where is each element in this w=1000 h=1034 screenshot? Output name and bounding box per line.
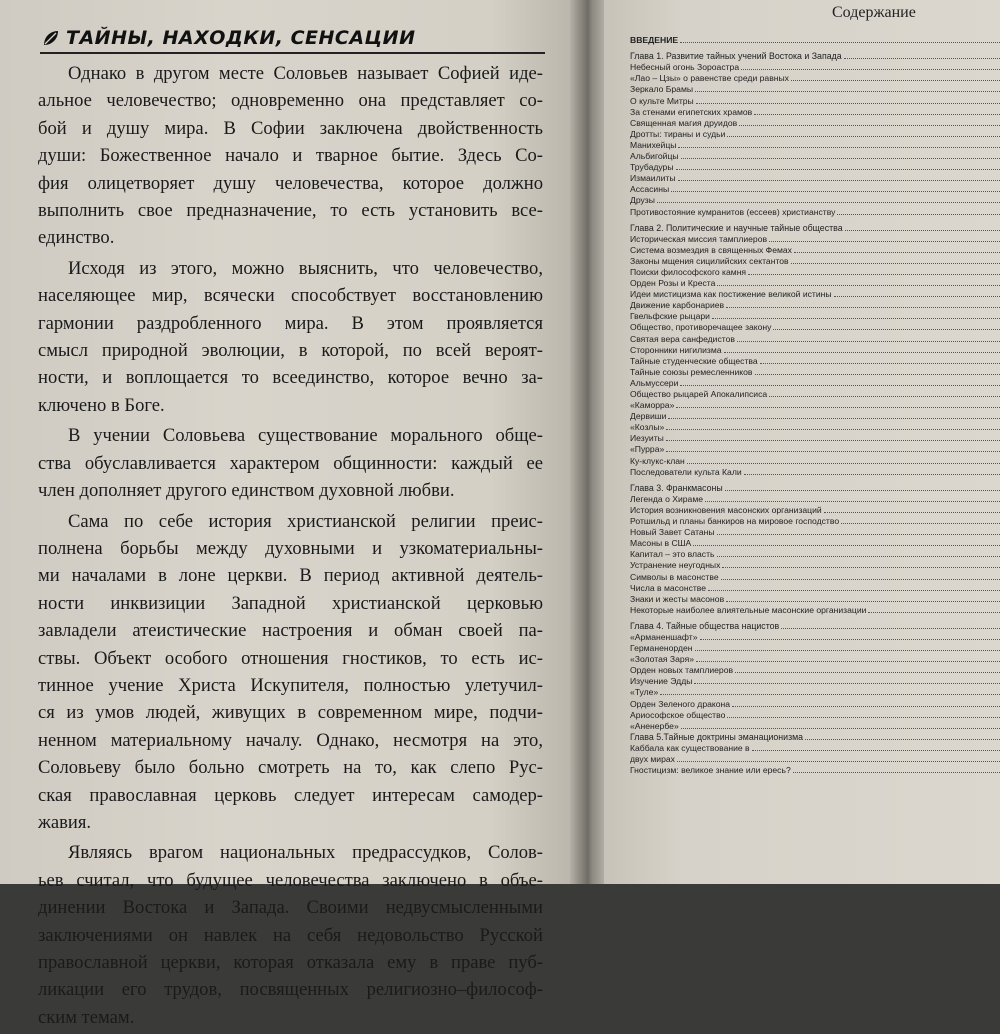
toc-label: О культе Митры bbox=[630, 96, 696, 106]
toc-leader-dots bbox=[722, 567, 1000, 568]
toc-label: Святая вера санфедистов bbox=[630, 334, 737, 344]
toc-leader-dots bbox=[791, 80, 1000, 81]
toc-label: Гностицизм: великое знание или ересь? bbox=[630, 765, 793, 775]
toc-leader-dots bbox=[695, 650, 1000, 651]
toc-label: Трубадуры bbox=[630, 162, 676, 172]
toc-item bbox=[630, 421, 1000, 432]
text-line: ся из умов людей, живущих в современном мире, подчи- bbox=[38, 699, 543, 726]
toc-leader-dots bbox=[696, 661, 1000, 662]
text-line: Однако в другом месте Соловьев называет Софией иде- bbox=[38, 60, 543, 87]
text-line: фия олицетворяет душу человечества, которое должно bbox=[38, 170, 543, 197]
toc-label: Каббала как существование в bbox=[630, 743, 752, 753]
toc-chapter bbox=[630, 620, 1000, 631]
toc-item bbox=[630, 106, 1000, 117]
text-line: альное человечество; одновременно она представляет со- bbox=[38, 87, 543, 114]
toc-leader-dots bbox=[700, 639, 1000, 640]
toc-leader-dots bbox=[660, 694, 1000, 695]
toc-label: Изучение Эдды bbox=[630, 676, 694, 686]
toc-item bbox=[630, 244, 1000, 255]
toc-label: Измаилиты bbox=[630, 173, 678, 183]
toc-item bbox=[630, 366, 1000, 377]
toc-leader-dots bbox=[657, 202, 1000, 203]
text-line: ликации его трудов, посвященных религиозно–философ- bbox=[38, 976, 543, 1003]
text-line: гармонии раздробленного мира. В этом проявляется bbox=[38, 310, 543, 337]
toc-label: Некоторые наиболее влиятельные масонские организации bbox=[630, 605, 868, 615]
toc-leader-dots bbox=[666, 451, 1000, 452]
toc-item bbox=[630, 299, 1000, 310]
toc-item bbox=[630, 205, 1000, 216]
toc-leader-dots bbox=[727, 136, 1000, 137]
toc-item bbox=[630, 94, 1000, 105]
text-line: ключено в Боге. bbox=[38, 392, 543, 419]
text-line: ства обуславливается характером общинности: каждый ее bbox=[38, 450, 543, 477]
toc-item bbox=[630, 288, 1000, 299]
toc-label: Общество, противоречащее закону bbox=[630, 322, 773, 332]
toc-label: Числа в масонстве bbox=[630, 583, 708, 593]
toc-item bbox=[630, 537, 1000, 548]
text-line: динении Востока и Запада. Своими недвусмысленными bbox=[38, 894, 543, 921]
toc-label: Знаки и жесты масонов bbox=[630, 594, 726, 604]
toc-leader-dots bbox=[687, 463, 1000, 464]
toc-label: Тайные студенческие общества bbox=[630, 356, 760, 366]
toc-label: Сторонники нигилизма bbox=[630, 345, 724, 355]
toc-item bbox=[630, 753, 1000, 764]
toc-label: Устранение неугодных bbox=[630, 560, 722, 570]
toc-item bbox=[630, 709, 1000, 720]
toc-label: Ротшильд и планы банкиров на мировое господство bbox=[630, 516, 841, 526]
toc-item bbox=[630, 742, 1000, 753]
toc-item bbox=[630, 377, 1000, 388]
toc-leader-dots bbox=[721, 579, 1000, 580]
text-line: ми началами в лоне церкви. В период активной деятель- bbox=[38, 562, 543, 589]
text-line: души: Божественное начало и тварное бытие. Здесь Со- bbox=[38, 142, 543, 169]
toc-item bbox=[630, 332, 1000, 343]
toc-label: Гвельфские рыцари bbox=[630, 311, 712, 321]
table-of-contents bbox=[630, 34, 1000, 775]
toc-label: «Каморра» bbox=[630, 400, 676, 410]
text-line: член дополняет другого единством духовной любви. bbox=[38, 477, 543, 504]
toc-label: Противостояние кумранитов (ессеев) христианству bbox=[630, 207, 837, 217]
text-line: выполнить свое предназначение, то есть установить все- bbox=[38, 197, 543, 224]
toc-leader-dots bbox=[837, 214, 1000, 215]
toc-item bbox=[630, 686, 1000, 697]
text-line: Исходя из этого, можно выяснить, что человечество, bbox=[38, 255, 543, 282]
toc-label: Глава 1. Развитие тайных учений Востока и Запада bbox=[630, 51, 844, 61]
toc-item bbox=[630, 764, 1000, 775]
toc-leader-dots bbox=[717, 556, 1000, 557]
toc-label: «Золотая Заря» bbox=[630, 654, 696, 664]
toc-item bbox=[630, 559, 1000, 570]
toc-label: Ариософское общество bbox=[630, 710, 727, 720]
toc-item bbox=[630, 355, 1000, 366]
toc-chapter bbox=[630, 222, 1000, 233]
text-line: ьев считал, что будущее человечества заключено в объе- bbox=[38, 867, 543, 894]
toc-label: «Пурра» bbox=[630, 444, 666, 454]
toc-leader-dots bbox=[681, 728, 1000, 729]
text-line: Являясь врагом национальных предрассудков, Солов- bbox=[38, 839, 543, 866]
toc-label: Ассасины bbox=[630, 184, 671, 194]
toc-item bbox=[630, 631, 1000, 642]
toc-section bbox=[630, 34, 1000, 45]
toc-item bbox=[630, 344, 1000, 355]
toc-item bbox=[630, 388, 1000, 399]
toc-leader-dots bbox=[666, 440, 1000, 441]
toc-chapter bbox=[630, 482, 1000, 493]
toc-leader-dots bbox=[773, 329, 1000, 330]
toc-label: Масоны в США bbox=[630, 538, 693, 548]
toc-leader-dots bbox=[681, 158, 1000, 159]
toc-leader-dots bbox=[712, 318, 1000, 319]
toc-leader-dots bbox=[726, 307, 1000, 308]
toc-item bbox=[630, 194, 1000, 205]
toc-item bbox=[630, 139, 1000, 150]
text-line: тинное учение Христа Искупителя, полностью улетучил- bbox=[38, 672, 543, 699]
text-line: единство. bbox=[38, 224, 543, 251]
toc-item bbox=[630, 172, 1000, 183]
toc-leader-dots bbox=[824, 512, 1000, 513]
text-line: заключениями он навлек на себя недовольство Русской bbox=[38, 922, 543, 949]
toc-item bbox=[630, 720, 1000, 731]
text-line: ским темам. bbox=[38, 1004, 543, 1031]
text-line: ности, и воплощается то всеединство, которое вечно за- bbox=[38, 364, 543, 391]
toc-leader-dots bbox=[695, 91, 1000, 92]
toc-label: Тайные союзы ремесленников bbox=[630, 367, 755, 377]
toc-item bbox=[630, 410, 1000, 421]
toc-label: Законы мщения сицилийских сектантов bbox=[630, 256, 791, 266]
toc-label: двух мирах bbox=[630, 754, 677, 764]
toc-leader-dots bbox=[717, 285, 1000, 286]
toc-leader-dots bbox=[677, 761, 1000, 762]
toc-title: Содержание bbox=[832, 4, 916, 22]
toc-leader-dots bbox=[845, 230, 1000, 231]
toc-leader-dots bbox=[727, 717, 1000, 718]
text-line: ненном материальному началу. Однако, несмотря на это, bbox=[38, 727, 543, 754]
toc-leader-dots bbox=[678, 180, 1000, 181]
toc-item bbox=[630, 255, 1000, 266]
toc-label: «Аненербе» bbox=[630, 721, 681, 731]
toc-label: Система возмездия в священных Фемах bbox=[630, 245, 794, 255]
toc-leader-dots bbox=[680, 42, 1000, 43]
toc-leader-dots bbox=[844, 58, 1000, 59]
toc-leader-dots bbox=[868, 612, 1000, 613]
paragraph bbox=[38, 60, 543, 252]
toc-item bbox=[630, 653, 1000, 664]
toc-leader-dots bbox=[693, 545, 1000, 546]
leaf-ornament-icon bbox=[42, 29, 60, 47]
toc-label: Глава 4. Тайные общества нацистов bbox=[630, 621, 781, 631]
toc-leader-dots bbox=[744, 474, 1000, 475]
toc-label: Ку-клукс-клан bbox=[630, 456, 687, 466]
paragraph bbox=[38, 508, 543, 837]
toc-item bbox=[630, 454, 1000, 465]
toc-leader-dots bbox=[793, 772, 1000, 773]
toc-item bbox=[630, 582, 1000, 593]
toc-leader-dots bbox=[805, 739, 1000, 740]
toc-item bbox=[630, 570, 1000, 581]
toc-label: Альмуссери bbox=[630, 378, 680, 388]
toc-leader-dots bbox=[724, 352, 1000, 353]
toc-leader-dots bbox=[794, 252, 1000, 253]
toc-item bbox=[630, 150, 1000, 161]
toc-label: Дротты: тираны и судьи bbox=[630, 129, 727, 139]
text-line: полнена борьбы между духовными и узкоматериальны- bbox=[38, 535, 543, 562]
text-line: завладели атеистические настроения и обман своей па- bbox=[38, 617, 543, 644]
toc-item bbox=[630, 83, 1000, 94]
toc-item bbox=[630, 515, 1000, 526]
toc-label: Священная магия друидов bbox=[630, 118, 739, 128]
toc-item bbox=[630, 321, 1000, 332]
toc-item bbox=[630, 277, 1000, 288]
toc-leader-dots bbox=[732, 706, 1000, 707]
toc-item bbox=[630, 72, 1000, 83]
toc-label: Альбигойцы bbox=[630, 151, 681, 161]
toc-item bbox=[630, 697, 1000, 708]
toc-leader-dots bbox=[781, 628, 1000, 629]
paragraph bbox=[38, 255, 543, 419]
running-head-text: ТАЙНЫ, НАХОДКИ, СЕНСАЦИИ bbox=[66, 26, 415, 50]
toc-label: «Козлы» bbox=[630, 422, 666, 432]
text-line: ствы. Объект особого отношения гностиков, то есть ис- bbox=[38, 645, 543, 672]
text-line: ности инквизиции Западной христианской церковью bbox=[38, 590, 543, 617]
toc-leader-dots bbox=[841, 523, 1000, 524]
toc-item bbox=[630, 117, 1000, 128]
toc-label: Иезуиты bbox=[630, 433, 666, 443]
text-line: ская православная церковь следует интересам самодер- bbox=[38, 782, 543, 809]
toc-leader-dots bbox=[754, 114, 1000, 115]
toc-label: Глава 2. Политические и научные тайные общества bbox=[630, 223, 845, 233]
text-line: смысл природной эволюции, в которой, по всей вероят- bbox=[38, 337, 543, 364]
toc-item bbox=[630, 604, 1000, 615]
toc-leader-dots bbox=[726, 601, 1000, 602]
toc-leader-dots bbox=[760, 363, 1000, 364]
toc-leader-dots bbox=[741, 69, 1000, 70]
toc-chapter bbox=[630, 731, 1000, 742]
toc-label: Манихейцы bbox=[630, 140, 678, 150]
toc-label: Орден Зеленого дракона bbox=[630, 699, 732, 709]
toc-label: Легенда о Хираме bbox=[630, 494, 705, 504]
toc-item bbox=[630, 128, 1000, 139]
toc-item bbox=[630, 443, 1000, 454]
toc-leader-dots bbox=[791, 263, 1000, 264]
toc-item bbox=[630, 61, 1000, 72]
toc-item bbox=[630, 399, 1000, 410]
toc-label: Историческая миссия тамплиеров bbox=[630, 234, 769, 244]
toc-chapter bbox=[630, 50, 1000, 61]
toc-label: Капитал – это власть bbox=[630, 549, 717, 559]
toc-label: Германенорден bbox=[630, 643, 695, 653]
toc-item bbox=[630, 675, 1000, 686]
toc-item bbox=[630, 504, 1000, 515]
toc-leader-dots bbox=[752, 750, 1000, 751]
toc-leader-dots bbox=[755, 374, 1000, 375]
toc-label: Символы в масонстве bbox=[630, 572, 721, 582]
toc-label: Зеркало Брамы bbox=[630, 84, 695, 94]
toc-label: Новый Завет Сатаны bbox=[630, 527, 717, 537]
toc-item bbox=[630, 432, 1000, 443]
toc-leader-dots bbox=[717, 534, 1000, 535]
toc-label: За стенами египетских храмов bbox=[630, 107, 754, 117]
toc-item bbox=[630, 548, 1000, 559]
toc-label: «Арманеншафт» bbox=[630, 632, 700, 642]
toc-item bbox=[630, 526, 1000, 537]
toc-label: Небесный огонь Зороастра bbox=[630, 62, 741, 72]
toc-item bbox=[630, 183, 1000, 194]
toc-label: ВВЕДЕНИЕ bbox=[630, 35, 680, 45]
toc-label: Глава 5.Тайные доктрины эманационизма bbox=[630, 732, 805, 742]
text-line: бой и душу мира. В Софии заключена двойственность bbox=[38, 115, 543, 142]
toc-label: Друзы bbox=[630, 195, 657, 205]
running-head bbox=[40, 26, 545, 54]
text-line: В учении Соловьева существование морального обще- bbox=[38, 422, 543, 449]
toc-label: Поиски философского камня bbox=[630, 267, 748, 277]
toc-label: Последователи культа Кали bbox=[630, 467, 744, 477]
toc-label: Орден новых тамплиеров bbox=[630, 665, 735, 675]
toc-leader-dots bbox=[705, 501, 1000, 502]
toc-leader-dots bbox=[678, 147, 1000, 148]
toc-item bbox=[630, 642, 1000, 653]
toc-leader-dots bbox=[737, 341, 1000, 342]
toc-label: Общество рыцарей Апокалипсиса bbox=[630, 389, 769, 399]
toc-leader-dots bbox=[666, 429, 1000, 430]
toc-leader-dots bbox=[696, 103, 1000, 104]
toc-label: «Туле» bbox=[630, 687, 660, 697]
toc-leader-dots bbox=[769, 241, 1000, 242]
toc-leader-dots bbox=[725, 490, 1000, 491]
text-line: православной церкви, которая отказала ему в праве пуб- bbox=[38, 949, 543, 976]
toc-leader-dots bbox=[676, 169, 1000, 170]
toc-leader-dots bbox=[676, 407, 1000, 408]
toc-label: Глава 3. Франкмасоны bbox=[630, 483, 725, 493]
toc-item bbox=[630, 161, 1000, 172]
toc-leader-dots bbox=[735, 672, 1000, 673]
toc-label: История возникновения масонских организаций bbox=[630, 505, 824, 515]
toc-label: Движение карбонариев bbox=[630, 300, 726, 310]
toc-item bbox=[630, 664, 1000, 675]
toc-item bbox=[630, 266, 1000, 277]
toc-item bbox=[630, 466, 1000, 477]
toc-leader-dots bbox=[708, 590, 1000, 591]
body-text bbox=[38, 60, 543, 1034]
toc-item bbox=[630, 593, 1000, 604]
text-line: населяющее мир, всячески способствует восстановлению bbox=[38, 282, 543, 309]
toc-leader-dots bbox=[834, 296, 1000, 297]
text-line: жавия. bbox=[38, 809, 543, 836]
toc-leader-dots bbox=[694, 683, 1000, 684]
toc-label: Дервиши bbox=[630, 411, 668, 421]
toc-item bbox=[630, 310, 1000, 321]
toc-leader-dots bbox=[680, 385, 1000, 386]
toc-leader-dots bbox=[769, 396, 1000, 397]
text-line: Соловьеву было больно смотреть на то, как слепо Рус- bbox=[38, 754, 543, 781]
toc-leader-dots bbox=[671, 191, 1000, 192]
toc-label: «Лао – Цзы» о равенстве среди равных bbox=[630, 73, 791, 83]
toc-leader-dots bbox=[739, 125, 1000, 126]
paragraph bbox=[38, 422, 543, 504]
toc-label: Идеи мистицизма как постижение великой истины bbox=[630, 289, 834, 299]
toc-label: Орден Розы и Креста bbox=[630, 278, 717, 288]
toc-item bbox=[630, 493, 1000, 504]
toc-leader-dots bbox=[668, 418, 1000, 419]
text-line: Сама по себе история христианской религии преис- bbox=[38, 508, 543, 535]
toc-leader-dots bbox=[748, 274, 1000, 275]
paragraph bbox=[38, 839, 543, 1031]
toc-item bbox=[630, 233, 1000, 244]
